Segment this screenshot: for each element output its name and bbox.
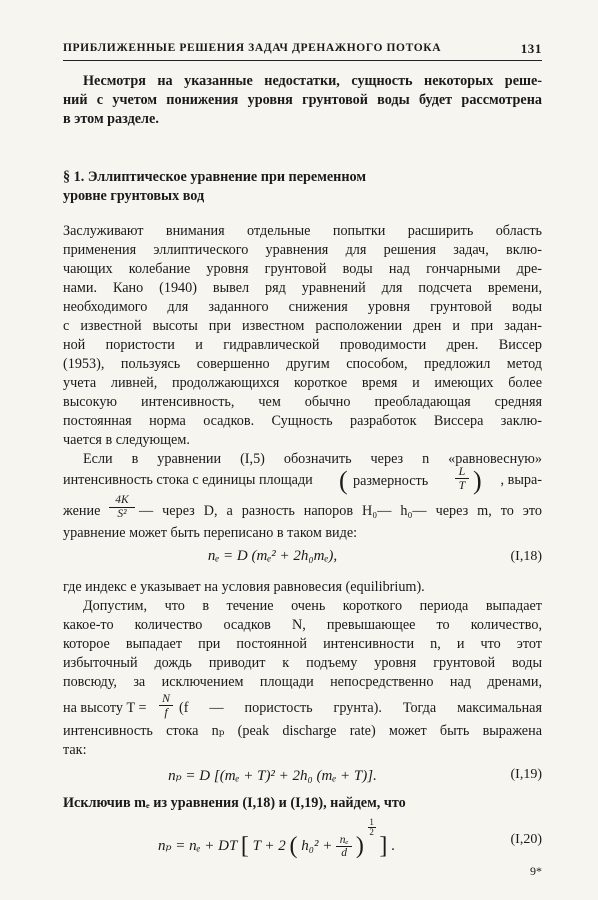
paragraph-4 — [63, 597, 542, 692]
para1-line: необходимого для заданного снижения уровня грунтовой воды — [63, 299, 542, 315]
fraction-l-over-t — [455, 465, 469, 492]
fraction-numerator: nₑ — [336, 834, 352, 847]
paragraph-3 — [63, 578, 542, 597]
intro-line: ний с учетом понижения уровня грунтовой воды будет рассмотрена — [63, 92, 542, 108]
equation-body: nₑ = D (mₑ² + 2h₀mₑ), — [207, 548, 338, 564]
equation-body — [158, 817, 395, 860]
exponent-numerator: 1 — [369, 817, 374, 827]
para4-line6-text: на высоту T = — [63, 700, 147, 716]
para1-line: чается в следующем. — [63, 432, 190, 448]
close-paren: ) — [473, 466, 482, 495]
close-bracket: ] — [379, 833, 388, 859]
open-paren: ( — [289, 833, 298, 859]
fraction-ne-over-d — [336, 834, 352, 859]
eq20-lhs: nₚ = nₑ + DT — [158, 838, 238, 854]
para2-line: уравнение может быть переписано в таком виде: — [63, 525, 358, 541]
paragraph-1 — [63, 222, 542, 450]
para1-line: Заслуживают внимания отдельные попытки расширить область — [63, 223, 542, 239]
para4-line: повсюду, за исключением площади непосредственно над дренами, — [63, 674, 542, 690]
para4-line: так: — [63, 742, 87, 758]
equation-number: (I,20) — [510, 832, 542, 847]
para1-line: чающих колебание уровня грунтовой воды над гончарными дре- — [63, 261, 542, 277]
equation-number: (I,19) — [510, 767, 542, 782]
para1-line: применения эллиптического уравнения для решения задач, вклю- — [63, 242, 542, 258]
para1-line: ной пористости и гидравлической проводимости дрен. Виссер — [63, 337, 542, 353]
running-head-title: ПРИБЛИЖЕННЫЕ РЕШЕНИЯ ЗАДАЧ ДРЕНАЖНОГО ПОТОКА — [63, 42, 442, 54]
para4-line: Допустим, что в течение очень короткого периода выпадает — [83, 598, 542, 614]
para5-line: Исключив mₑ из уравнения (I,18) и (I,19), найдем, что — [63, 795, 406, 811]
para4-line: которое выпадает при постоянной интенсивности n, и что этот — [63, 636, 542, 652]
fraction-denominator: d — [341, 847, 348, 860]
para2-line: Если в уравнении (I,5) обозначить через n «равновесную» — [83, 451, 542, 467]
fraction-numerator: L — [455, 465, 469, 479]
para2-line2-end: , выра- — [500, 472, 542, 488]
signature-mark: 9* — [530, 864, 542, 878]
para1-line: высокую интенсивность, чем обычно преобладающая средняя — [63, 394, 542, 410]
para4-line: избыточный дождь приводит к подъему уровня грунтовой воды — [63, 655, 542, 671]
eq20-h0sq: h₀² + — [301, 838, 333, 854]
para3-line: где индекс e указывает на условия равновесия (equilibrium). — [63, 579, 425, 595]
open-paren: ( — [339, 466, 348, 495]
para4-line: какое-то количество осадков N, превышающее то количество, — [63, 617, 542, 633]
fraction-numerator: N — [159, 692, 173, 706]
para2-line3-end: — через D, а разность напоров H₀— h₀— через m, то это — [139, 503, 542, 519]
exponent-one-half — [368, 818, 376, 837]
para4-rest — [63, 722, 542, 760]
intro-line: Несмотря на указанные недостатки, сущность некоторых реше- — [83, 73, 542, 89]
eq20-inner: T + 2 — [252, 838, 286, 854]
para2-line2-text: интенсивность стока с единицы площади — [63, 472, 313, 488]
para4-line6-end: (f — пористость грунта). Тогда максимальная — [179, 700, 542, 716]
intro-paragraph — [63, 72, 542, 129]
para2-line3-text: жение — [63, 503, 101, 519]
para1-line: с известной высоты при известном расположении дрен и при задан- — [63, 318, 542, 334]
para2-line-2 — [63, 464, 542, 495]
fraction-denominator: T — [458, 478, 466, 492]
open-bracket: [ — [240, 833, 249, 859]
paragraph-2 — [63, 450, 542, 469]
section-heading — [63, 168, 542, 206]
para2-line-4 — [63, 524, 542, 543]
fraction-n-over-f — [159, 692, 173, 719]
equation-i-19 — [63, 764, 542, 790]
intro-line: в этом разделе. — [63, 111, 159, 127]
fraction-denominator: S² — [117, 508, 127, 520]
para2-line2-paren-text: размерность — [353, 473, 429, 489]
para1-line: нами. Кано (1940) вывел ряд уравнений для подсчета времени, — [63, 280, 542, 296]
para4-line-6 — [63, 691, 542, 722]
para4-line: интенсивность стока nₚ (peak discharge rate) может быть выражена — [63, 723, 542, 739]
para2-line-3 — [63, 496, 542, 524]
equation-body: nₚ = D [(mₑ + T)² + 2h₀ (mₑ + T)]. — [168, 768, 377, 784]
para1-line: учета ливней, продолжающихся короткое время и имеющих более — [63, 375, 542, 391]
equation-i-18 — [63, 546, 542, 572]
eq20-end: . — [391, 838, 395, 854]
equation-number: (I,18) — [510, 549, 542, 564]
running-head — [63, 40, 542, 61]
paragraph-5 — [63, 794, 542, 813]
close-paren: ) — [355, 833, 364, 859]
equation-i-20 — [63, 817, 542, 862]
exponent-denominator: 2 — [369, 827, 374, 837]
section-heading-line: § 1. Эллиптическое уравнение при переменном — [63, 169, 367, 185]
section-heading-line: уровне грунтовых вод — [63, 188, 205, 204]
fraction-denominator: f — [164, 705, 168, 719]
fraction-numerator: 4K — [109, 494, 135, 508]
fraction-4k-over-s2 — [109, 494, 135, 521]
para1-line: (1953), пользуясь совершенно другим способом, предложил метод — [63, 356, 542, 372]
page-number: 131 — [520, 41, 542, 56]
para1-line: постоянная норма осадков. Сущность разработок Виссера заклю- — [63, 413, 542, 429]
